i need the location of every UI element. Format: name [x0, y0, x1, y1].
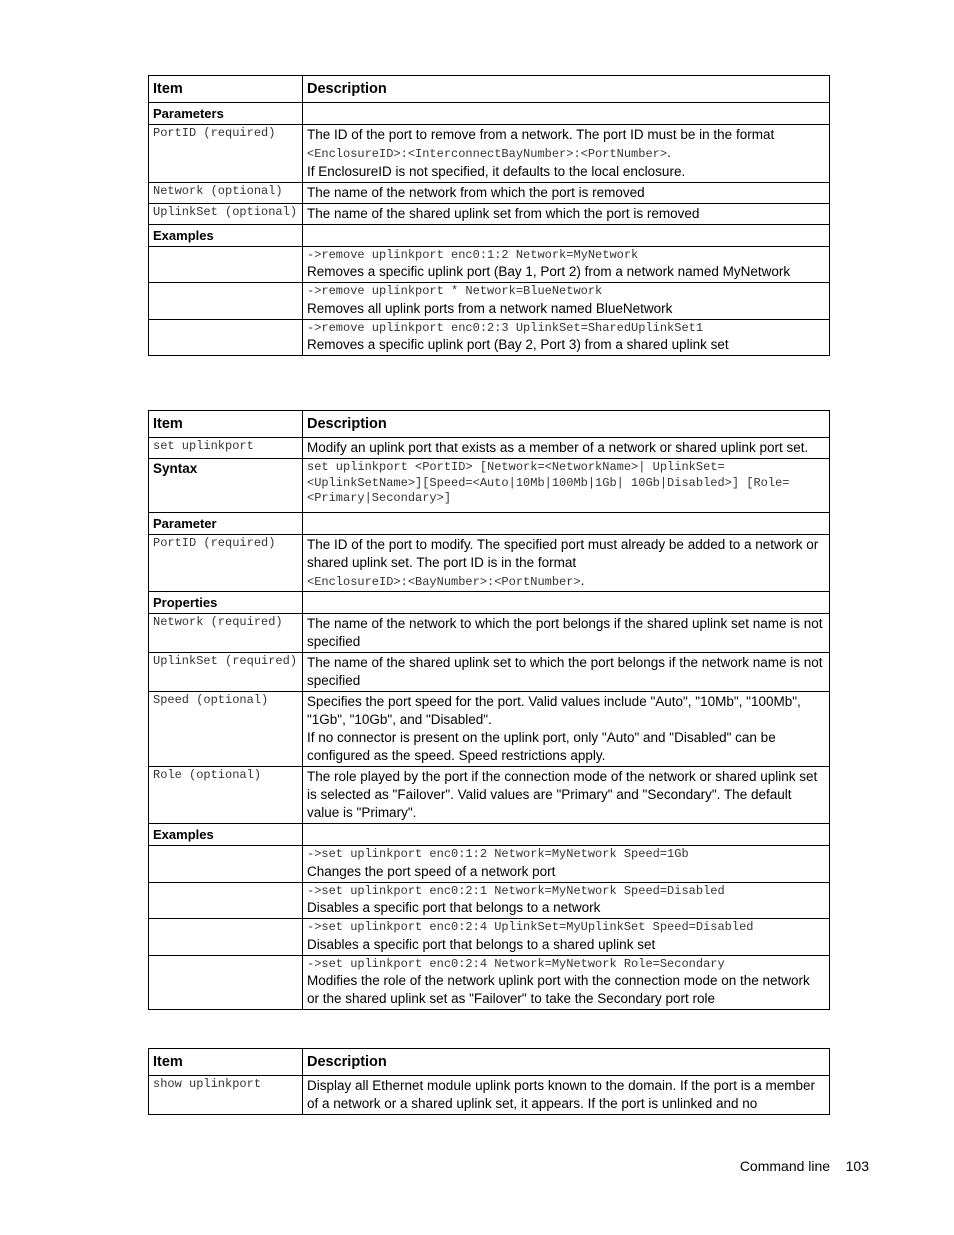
header-item: Item — [149, 411, 303, 438]
table-row — [149, 653, 830, 692]
header-description: Description — [303, 76, 830, 103]
example-desc: Removes a specific uplink port (Bay 1, Port 2) from a network named MyNetwork — [307, 264, 791, 279]
example-desc: Disables a specific port that belongs to a shared uplink set — [307, 936, 656, 952]
table-row — [149, 182, 830, 203]
header-description: Description — [303, 1049, 830, 1076]
syntax-text: set uplinkport <PortID> [Network=<NetworkName>| UplinkSet=<UplinkSetName>][Speed=<Auto|10Mb|100Mb|1Gb| 10Gb|Disabled>] [Role=<Primary|Secondary>] — [303, 459, 830, 513]
command-name: show uplinkport — [149, 1076, 303, 1115]
example-row — [149, 846, 830, 883]
section-row — [149, 824, 830, 846]
property-desc-note: If no connector is present on the uplink port, only "Auto" and "Disabled" can be configured as the speed. Speed restrictions apply. — [307, 730, 776, 763]
example-command: ->remove uplinkport enc0:2:3 UplinkSet=SharedUplinkSet1 — [307, 320, 704, 335]
example-row — [149, 246, 830, 283]
section-row — [149, 103, 830, 125]
show-uplinkport-table — [148, 1048, 830, 1115]
table-row: PortID (required) The ID of the port to remove from a network. The port ID must be in the format <EnclosureID>:<InterconnectBayNumber>:<PortNumber>. If EnclosureID is not specified, it defaults to the local enclosure. — [149, 125, 830, 183]
table-row — [149, 692, 830, 767]
example-desc: Disables a specific port that belongs to a network — [307, 900, 601, 915]
section-parameter-label: Parameter — [149, 512, 303, 534]
command-desc: Modify an uplink port that exists as a member of a network or shared uplink port set. — [303, 438, 830, 459]
example-row — [149, 919, 830, 956]
syntax-label: Syntax — [149, 459, 303, 513]
example-command: ->set uplinkport enc0:2:4 UplinkSet=MyUplinkSet Speed=Disabled — [307, 920, 754, 934]
page-number: 103 — [845, 1158, 869, 1174]
property-desc: The name of the network to which the port belongs if the shared uplink set name is not specified — [303, 614, 830, 653]
example-desc: Removes a specific uplink port (Bay 2, Port 3) from a shared uplink set — [307, 337, 729, 352]
section-row — [149, 224, 830, 246]
table-row — [149, 767, 830, 824]
header-item: Item — [149, 76, 303, 103]
example-command: ->set uplinkport enc0:2:1 Network=MyNetwork Speed=Disabled — [307, 883, 725, 898]
table-header-row — [149, 76, 830, 103]
section-parameters-label: Parameters — [149, 103, 303, 125]
example-row — [149, 955, 830, 1010]
section-properties-label: Properties — [149, 592, 303, 614]
param-name: UplinkSet (optional) — [149, 203, 303, 224]
param-name: PortID (required) — [149, 534, 303, 592]
section-row — [149, 592, 830, 614]
page-footer — [740, 1158, 869, 1174]
table-row — [149, 614, 830, 653]
command-desc: Display all Ethernet module uplink ports known to the domain. If the port is a member of a network or a shared uplink set, it appears. If the port is unlinked and no — [303, 1076, 830, 1115]
section-examples-label: Examples — [149, 824, 303, 846]
table-header-row — [149, 1049, 830, 1076]
property-name: Network (required) — [149, 614, 303, 653]
example-command: ->remove uplinkport enc0:1:2 Network=MyNetwork — [307, 247, 639, 262]
param-format-code: <EnclosureID>:<InterconnectBayNumber>:<PortNumber> — [307, 147, 668, 161]
table-row — [149, 438, 830, 459]
param-name: Network (optional) — [149, 182, 303, 203]
table-row — [149, 203, 830, 224]
example-row — [149, 319, 830, 356]
table-header-row — [149, 411, 830, 438]
param-format-code: <EnclosureID>:<BayNumber>:<PortNumber> — [307, 574, 581, 589]
param-desc: The ID of the port to remove from a network. The port ID must be in the format — [307, 127, 775, 142]
set-uplinkport-table — [148, 410, 830, 1010]
param-desc-note: If EnclosureID is not specified, it defaults to the local enclosure. — [307, 163, 686, 179]
footer-section-title: Command line — [739, 1158, 831, 1174]
param-desc: The name of the network from which the port is removed — [303, 182, 830, 203]
remove-uplinkport-table — [148, 75, 830, 356]
table-row: PortID (required) The ID of the port to modify. The specified port must already be added to a network or shared uplink set. The port ID is in the format <EnclosureID>:<BayNumber>:<PortNumber>. — [149, 534, 830, 592]
property-desc: The name of the shared uplink set to which the port belongs if the network name is not specified — [303, 653, 830, 692]
example-command: ->set uplinkport enc0:2:4 Network=MyNetwork Role=Secondary — [307, 956, 725, 971]
param-desc: The name of the shared uplink set from which the port is removed — [303, 203, 830, 224]
example-command: ->remove uplinkport * Network=BlueNetwork — [307, 284, 603, 298]
param-desc: The ID of the port to modify. The specified port must already be added to a network or shared uplink set. The port ID is in the format — [307, 536, 819, 570]
section-row — [149, 512, 830, 534]
example-row — [149, 283, 830, 320]
param-name: PortID (required) — [149, 125, 303, 183]
example-row — [149, 882, 830, 919]
property-name: Speed (optional) — [149, 692, 303, 767]
property-name: Role (optional) — [149, 767, 303, 824]
table-row — [149, 459, 830, 513]
header-description: Description — [303, 411, 830, 438]
example-desc: Removes all uplink ports from a network named BlueNetwork — [307, 300, 673, 316]
example-desc: Modifies the role of the network uplink port with the connection mode on the network or the shared uplink set as "Failover" to take the Secondary port role — [307, 973, 810, 1006]
section-examples-label: Examples — [149, 224, 303, 246]
header-item: Item — [149, 1049, 303, 1076]
property-desc: The role played by the port if the connection mode of the network or shared uplink set is selected as "Failover". Valid values are "Primary" and "Secondary". The default value is "Primary". — [303, 767, 830, 824]
property-name: UplinkSet (required) — [149, 653, 303, 692]
example-desc: Changes the port speed of a network port — [307, 863, 556, 879]
example-command: ->set uplinkport enc0:1:2 Network=MyNetwork Speed=1Gb — [307, 847, 689, 861]
table-row — [149, 1076, 830, 1115]
command-name: set uplinkport — [149, 438, 303, 459]
property-desc: Specifies the port speed for the port. Valid values include "Auto", "10Mb", "100Mb", "1Gb", "10Gb", and "Disabled". — [307, 694, 801, 727]
